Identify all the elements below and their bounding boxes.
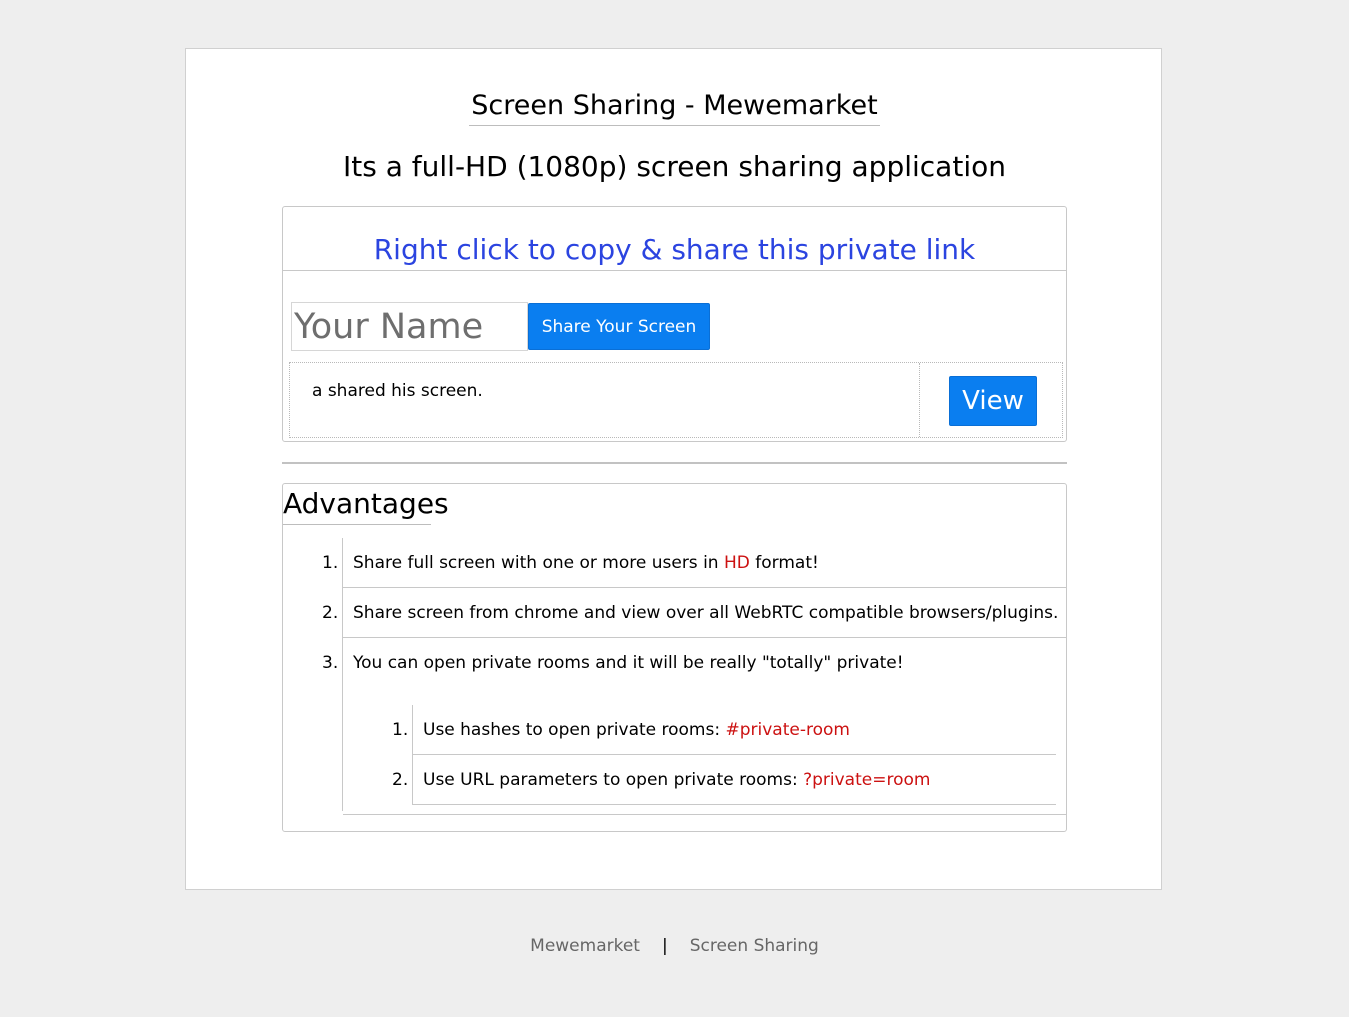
private-link[interactable]: Right click to copy & share this private link — [373, 233, 976, 266]
view-button[interactable]: View — [949, 376, 1037, 426]
list-number: 3. — [322, 653, 339, 673]
list-text: Share screen from chrome and view over all WebRTC compatible browsers/plugins. — [353, 603, 1059, 623]
share-your-screen-button[interactable]: Share Your Screen — [528, 303, 710, 350]
your-name-input[interactable] — [291, 302, 528, 351]
advantages-list — [322, 538, 1067, 811]
list-item — [322, 638, 1067, 815]
footer-link-screen-sharing[interactable]: Screen Sharing — [689, 936, 819, 956]
list-number: 1. — [322, 553, 339, 573]
shared-screen-row — [289, 362, 1063, 438]
url-param-highlight: ?private=room — [803, 770, 931, 790]
advantages-title: Advantages — [283, 486, 431, 525]
list-item — [322, 538, 1067, 588]
sub-list-item — [392, 705, 1056, 755]
sub-list-text: Use URL parameters to open private rooms: — [423, 770, 804, 790]
shared-message: a shared his screen. — [312, 381, 483, 401]
list-text: Share full screen with one or more users in — [353, 553, 724, 573]
list-number: 2. — [322, 603, 339, 623]
sub-list-number: 1. — [392, 720, 409, 740]
page-title: Screen Sharing - Mewemarket — [469, 89, 879, 126]
share-panel — [282, 206, 1067, 442]
title-container — [186, 89, 1163, 126]
share-divider — [283, 270, 1066, 271]
page-subtitle: Its a full-HD (1080p) screen sharing application — [343, 150, 1006, 183]
list-text: You can open private rooms and it will be really "totally" private! — [353, 653, 904, 673]
section-divider — [282, 462, 1067, 464]
sub-list-number: 2. — [392, 770, 409, 790]
hash-highlight: #private-room — [725, 720, 850, 740]
list-item — [322, 588, 1067, 638]
sub-list-text: Use hashes to open private rooms: — [423, 720, 726, 740]
footer — [0, 934, 1349, 958]
main-card — [185, 48, 1162, 890]
footer-link-mewemarket[interactable]: Mewemarket — [530, 936, 640, 956]
footer-separator: | — [661, 936, 668, 956]
private-rooms-sublist — [392, 705, 1056, 805]
sub-list-item — [392, 755, 1056, 805]
row-separator — [919, 363, 920, 437]
hd-highlight: HD — [723, 553, 750, 573]
list-text-after: format! — [749, 553, 819, 573]
advantages-panel — [282, 483, 1067, 832]
